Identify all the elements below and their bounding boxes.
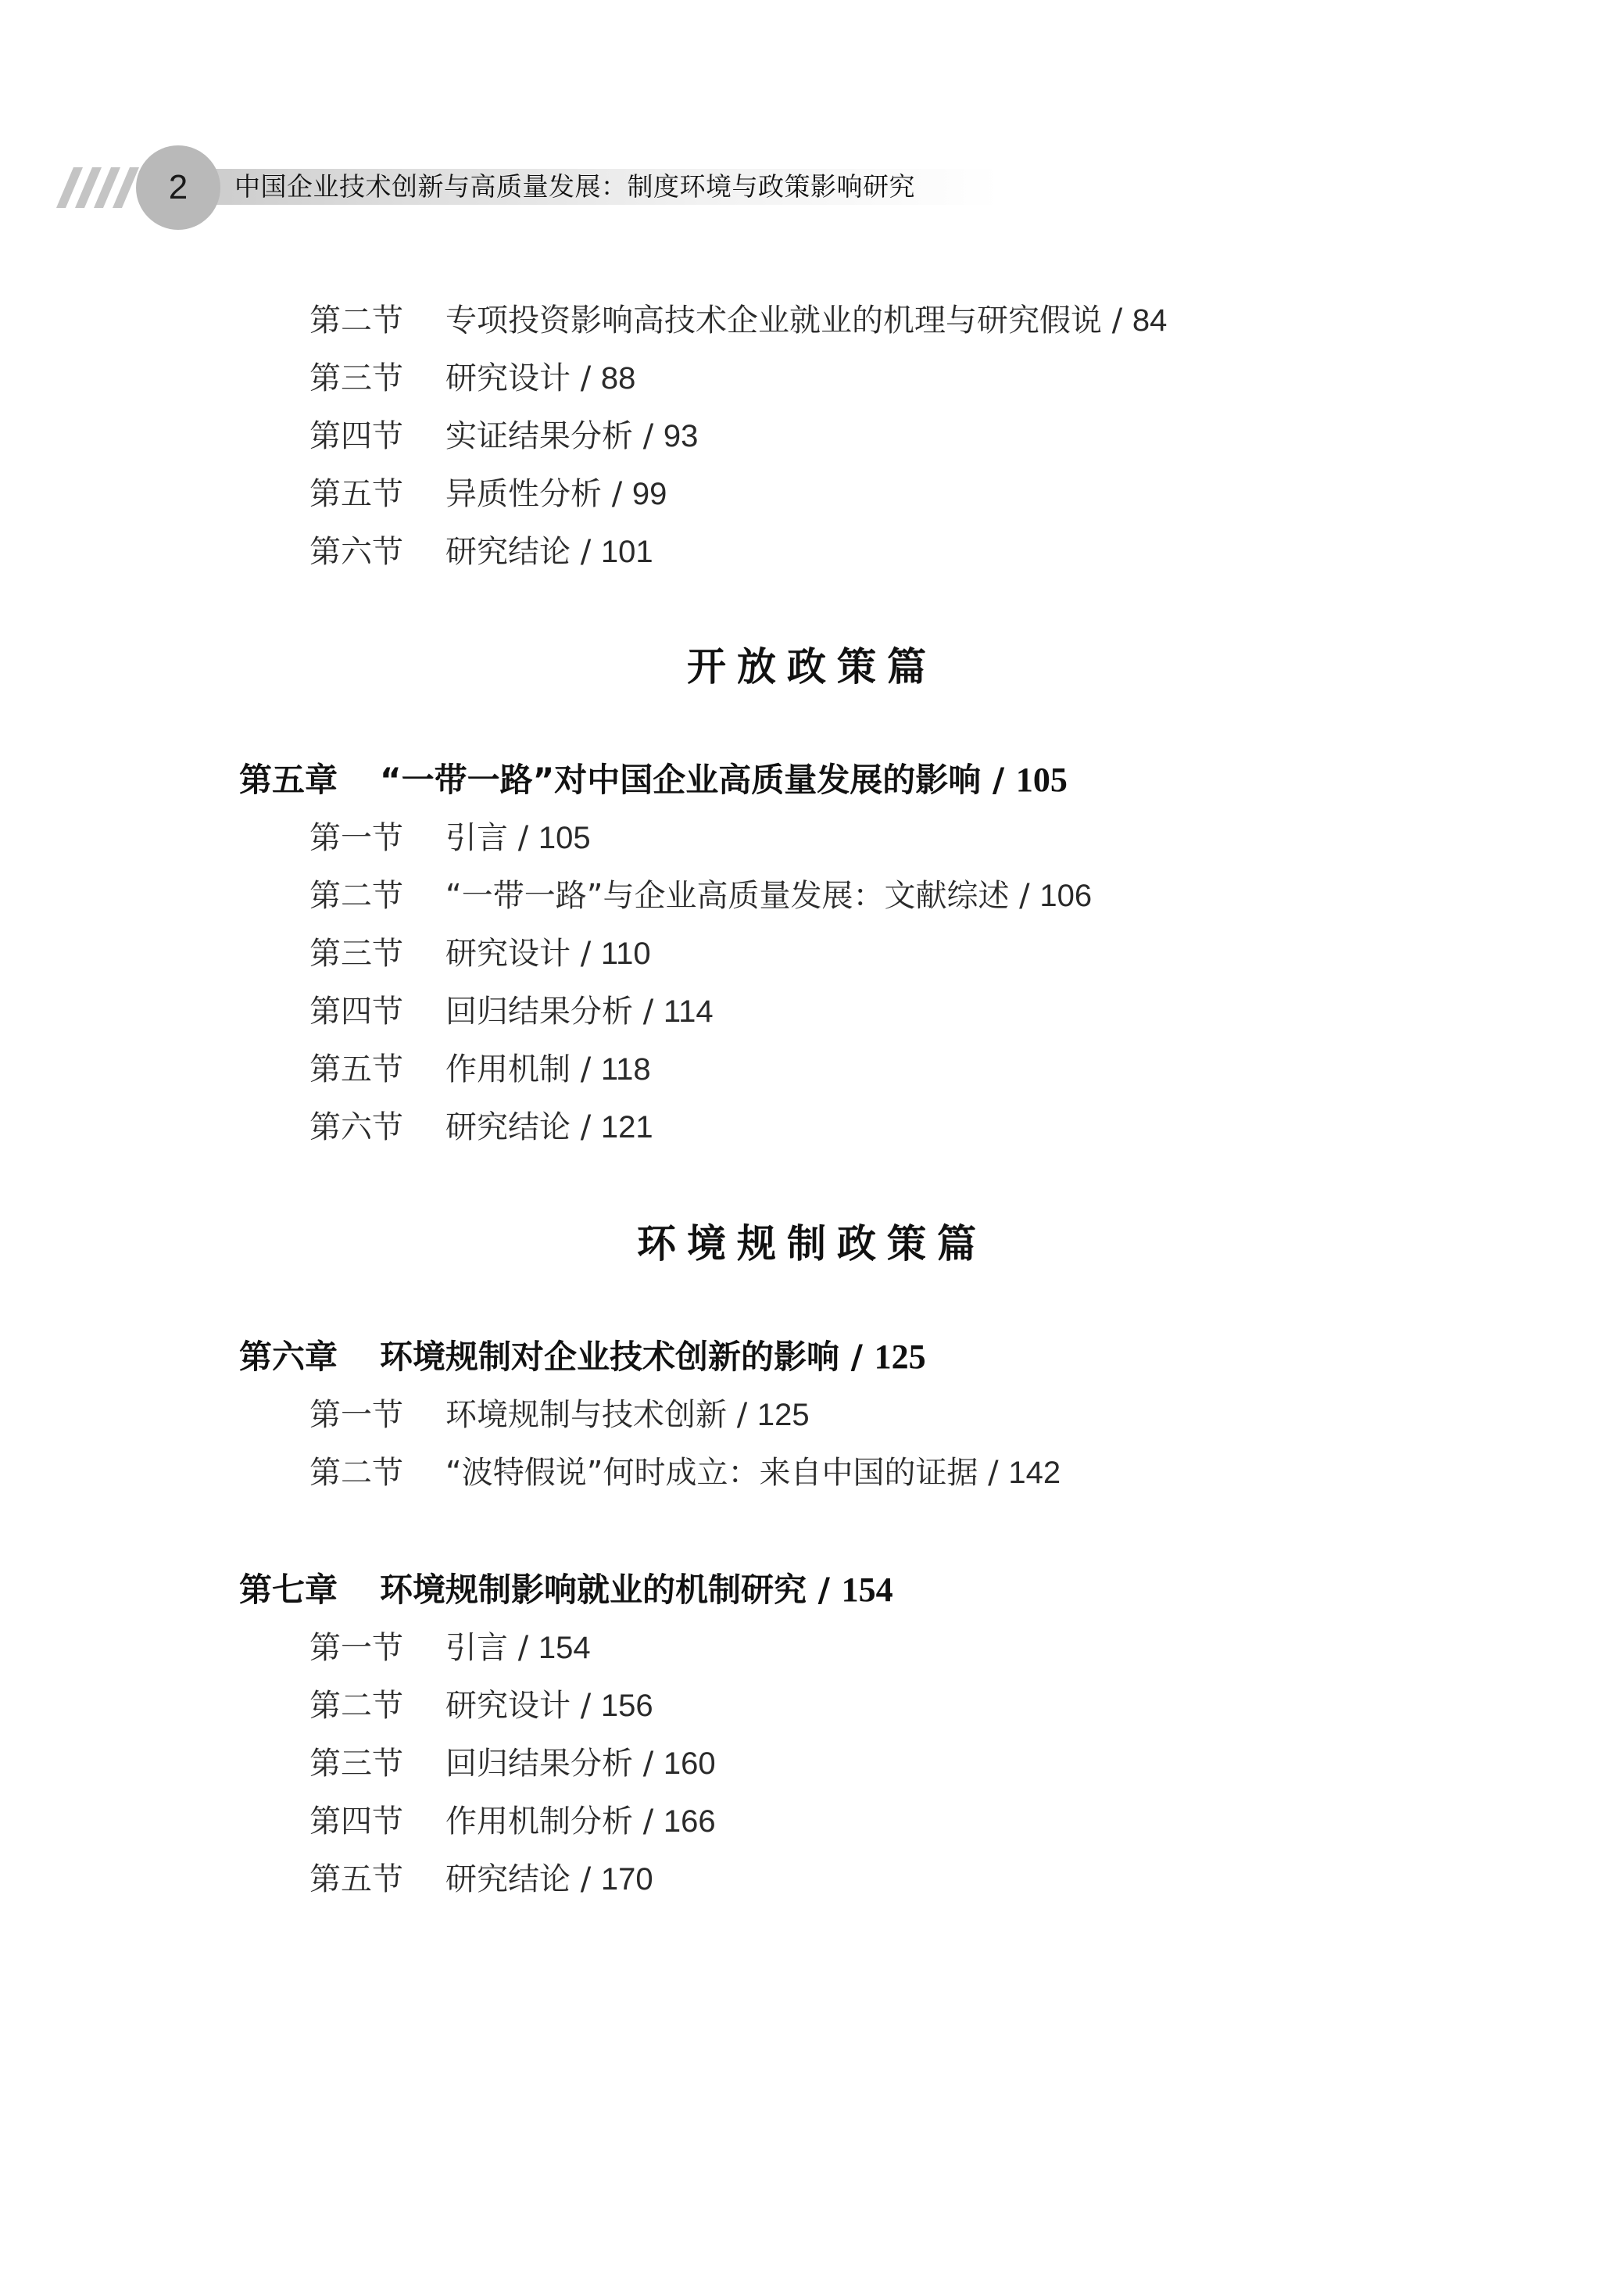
section-title: “一带一路”与企业高质量发展：文献综述 — [445, 878, 1010, 914]
section-label: 第三节 — [309, 936, 403, 972]
page-number: 106 — [1039, 879, 1093, 913]
section-label: 第二节 — [309, 1455, 403, 1491]
separator: / — [807, 1571, 842, 1609]
section-label: 第五节 — [309, 1051, 403, 1087]
page-number: 88 — [600, 361, 636, 396]
section-label: 第一节 — [309, 1397, 403, 1433]
toc-section-entry[interactable] — [309, 413, 698, 460]
section-title: 作用机制分析 — [445, 1804, 633, 1839]
section-label: 第五节 — [309, 1861, 403, 1897]
separator: / — [571, 1861, 601, 1897]
section-label: 第二节 — [309, 878, 403, 914]
running-title: 中国企业技术创新与高质量发展：制度环境与政策影响研究 — [234, 171, 915, 202]
chapter-label: 第六章 — [239, 1338, 338, 1376]
toc-section-entry[interactable] — [309, 872, 1092, 919]
separator: / — [1009, 878, 1040, 914]
section-label: 第四节 — [309, 418, 403, 454]
page-number: 99 — [631, 477, 667, 511]
page-number: 154 — [538, 1631, 591, 1665]
chapter-label: 第七章 — [239, 1571, 338, 1609]
page-number: 118 — [600, 1052, 651, 1087]
section-label: 第一节 — [309, 820, 403, 856]
section-title: 研究结论 — [445, 1109, 571, 1145]
toc-section-entry[interactable] — [309, 297, 1167, 344]
separator: / — [508, 1630, 538, 1666]
toc-chapter-entry[interactable] — [239, 1567, 893, 1614]
separator: / — [571, 1688, 601, 1724]
separator: / — [571, 1051, 601, 1087]
section-label: 第六节 — [309, 534, 403, 570]
page-number: 110 — [600, 937, 651, 971]
toc-section-entry[interactable] — [309, 471, 667, 518]
separator: / — [571, 360, 601, 396]
section-label: 第四节 — [309, 994, 403, 1030]
page-number: 160 — [663, 1746, 716, 1781]
section-label: 第一节 — [309, 1630, 403, 1666]
section-title: 作用机制 — [445, 1051, 571, 1087]
section-label: 第六节 — [309, 1109, 403, 1145]
section-title: 专项投资影响高技术企业就业的机理与研究假说 — [445, 303, 1102, 339]
section-label: 第五节 — [309, 476, 403, 512]
page-number: 125 — [874, 1338, 926, 1376]
page-number: 142 — [1008, 1456, 1061, 1490]
separator: / — [571, 936, 601, 972]
toc-section-entry[interactable] — [309, 1449, 1061, 1496]
separator: / — [633, 1804, 664, 1839]
section-title: 引言 — [445, 1630, 508, 1666]
separator: / — [1102, 303, 1132, 339]
chapter-title: “一带一路”对中国企业高质量发展的影响 — [380, 761, 982, 799]
chapter-label: 第五章 — [239, 761, 338, 799]
section-label: 第三节 — [309, 1746, 403, 1782]
section-title: 回归结果分析 — [445, 1746, 633, 1782]
separator: / — [508, 820, 538, 856]
toc-section-entry[interactable] — [309, 1624, 591, 1671]
section-label: 第四节 — [309, 1804, 403, 1839]
separator: / — [633, 994, 664, 1030]
page-number-badge: 2 — [136, 145, 220, 230]
section-title: 研究设计 — [445, 1688, 571, 1724]
page-number: 170 — [600, 1862, 653, 1897]
toc-section-entry[interactable] — [309, 1046, 651, 1093]
part-heading-environmental-regulation: 环境规制政策篇 — [637, 1221, 987, 1266]
section-title: 研究设计 — [445, 936, 571, 972]
toc-section-entry[interactable] — [309, 988, 714, 1035]
page-number: 101 — [600, 535, 653, 569]
page-number: 166 — [663, 1804, 716, 1839]
section-title: 研究设计 — [445, 360, 571, 396]
separator: / — [978, 1455, 1009, 1491]
toc-chapter-entry[interactable] — [239, 1334, 926, 1381]
separator: / — [839, 1338, 875, 1376]
section-title: 实证结果分析 — [445, 418, 633, 454]
toc-section-entry[interactable] — [309, 1740, 716, 1787]
section-title: 环境规制与技术创新 — [445, 1397, 727, 1433]
section-title: 回归结果分析 — [445, 994, 633, 1030]
toc-section-entry[interactable] — [309, 1682, 653, 1729]
page-number: 121 — [600, 1110, 653, 1144]
separator: / — [633, 418, 664, 454]
page-number: 154 — [841, 1571, 893, 1609]
section-title: 研究结论 — [445, 534, 571, 570]
section-title: 研究结论 — [445, 1861, 571, 1897]
toc-section-entry[interactable] — [309, 1104, 653, 1151]
page-number: 84 — [1132, 303, 1168, 338]
page-number: 93 — [663, 419, 699, 453]
chapter-title: 环境规制影响就业的机制研究 — [380, 1571, 807, 1609]
section-label: 第二节 — [309, 303, 403, 339]
chapter-title: 环境规制对企业技术创新的影响 — [380, 1338, 840, 1376]
page-number: 156 — [600, 1689, 653, 1723]
separator: / — [571, 1109, 601, 1145]
toc-section-entry[interactable] — [309, 930, 651, 977]
toc-section-entry[interactable] — [309, 815, 591, 861]
separator: / — [633, 1746, 664, 1782]
separator: / — [602, 476, 632, 512]
toc-section-entry[interactable] — [309, 1798, 716, 1845]
toc-chapter-entry[interactable] — [239, 757, 1068, 804]
section-label: 第二节 — [309, 1688, 403, 1724]
page-number: 105 — [1015, 761, 1068, 799]
page-number: 114 — [663, 994, 714, 1029]
part-heading-open-policy: 开放政策篇 — [687, 644, 937, 690]
section-title: 引言 — [445, 820, 508, 856]
section-title: “波特假说”何时成立：来自中国的证据 — [445, 1455, 978, 1491]
toc-section-entry[interactable] — [309, 528, 653, 575]
separator: / — [981, 761, 1016, 799]
running-header — [0, 141, 1624, 235]
section-title: 异质性分析 — [445, 476, 602, 512]
page-number: 105 — [538, 821, 591, 855]
page-number: 125 — [757, 1398, 810, 1432]
section-label: 第三节 — [309, 360, 403, 396]
separator: / — [571, 534, 601, 570]
toc-section-entry[interactable] — [309, 1856, 653, 1903]
toc-section-entry[interactable] — [309, 1392, 810, 1438]
toc-section-entry[interactable] — [309, 355, 635, 402]
separator: / — [727, 1397, 757, 1433]
